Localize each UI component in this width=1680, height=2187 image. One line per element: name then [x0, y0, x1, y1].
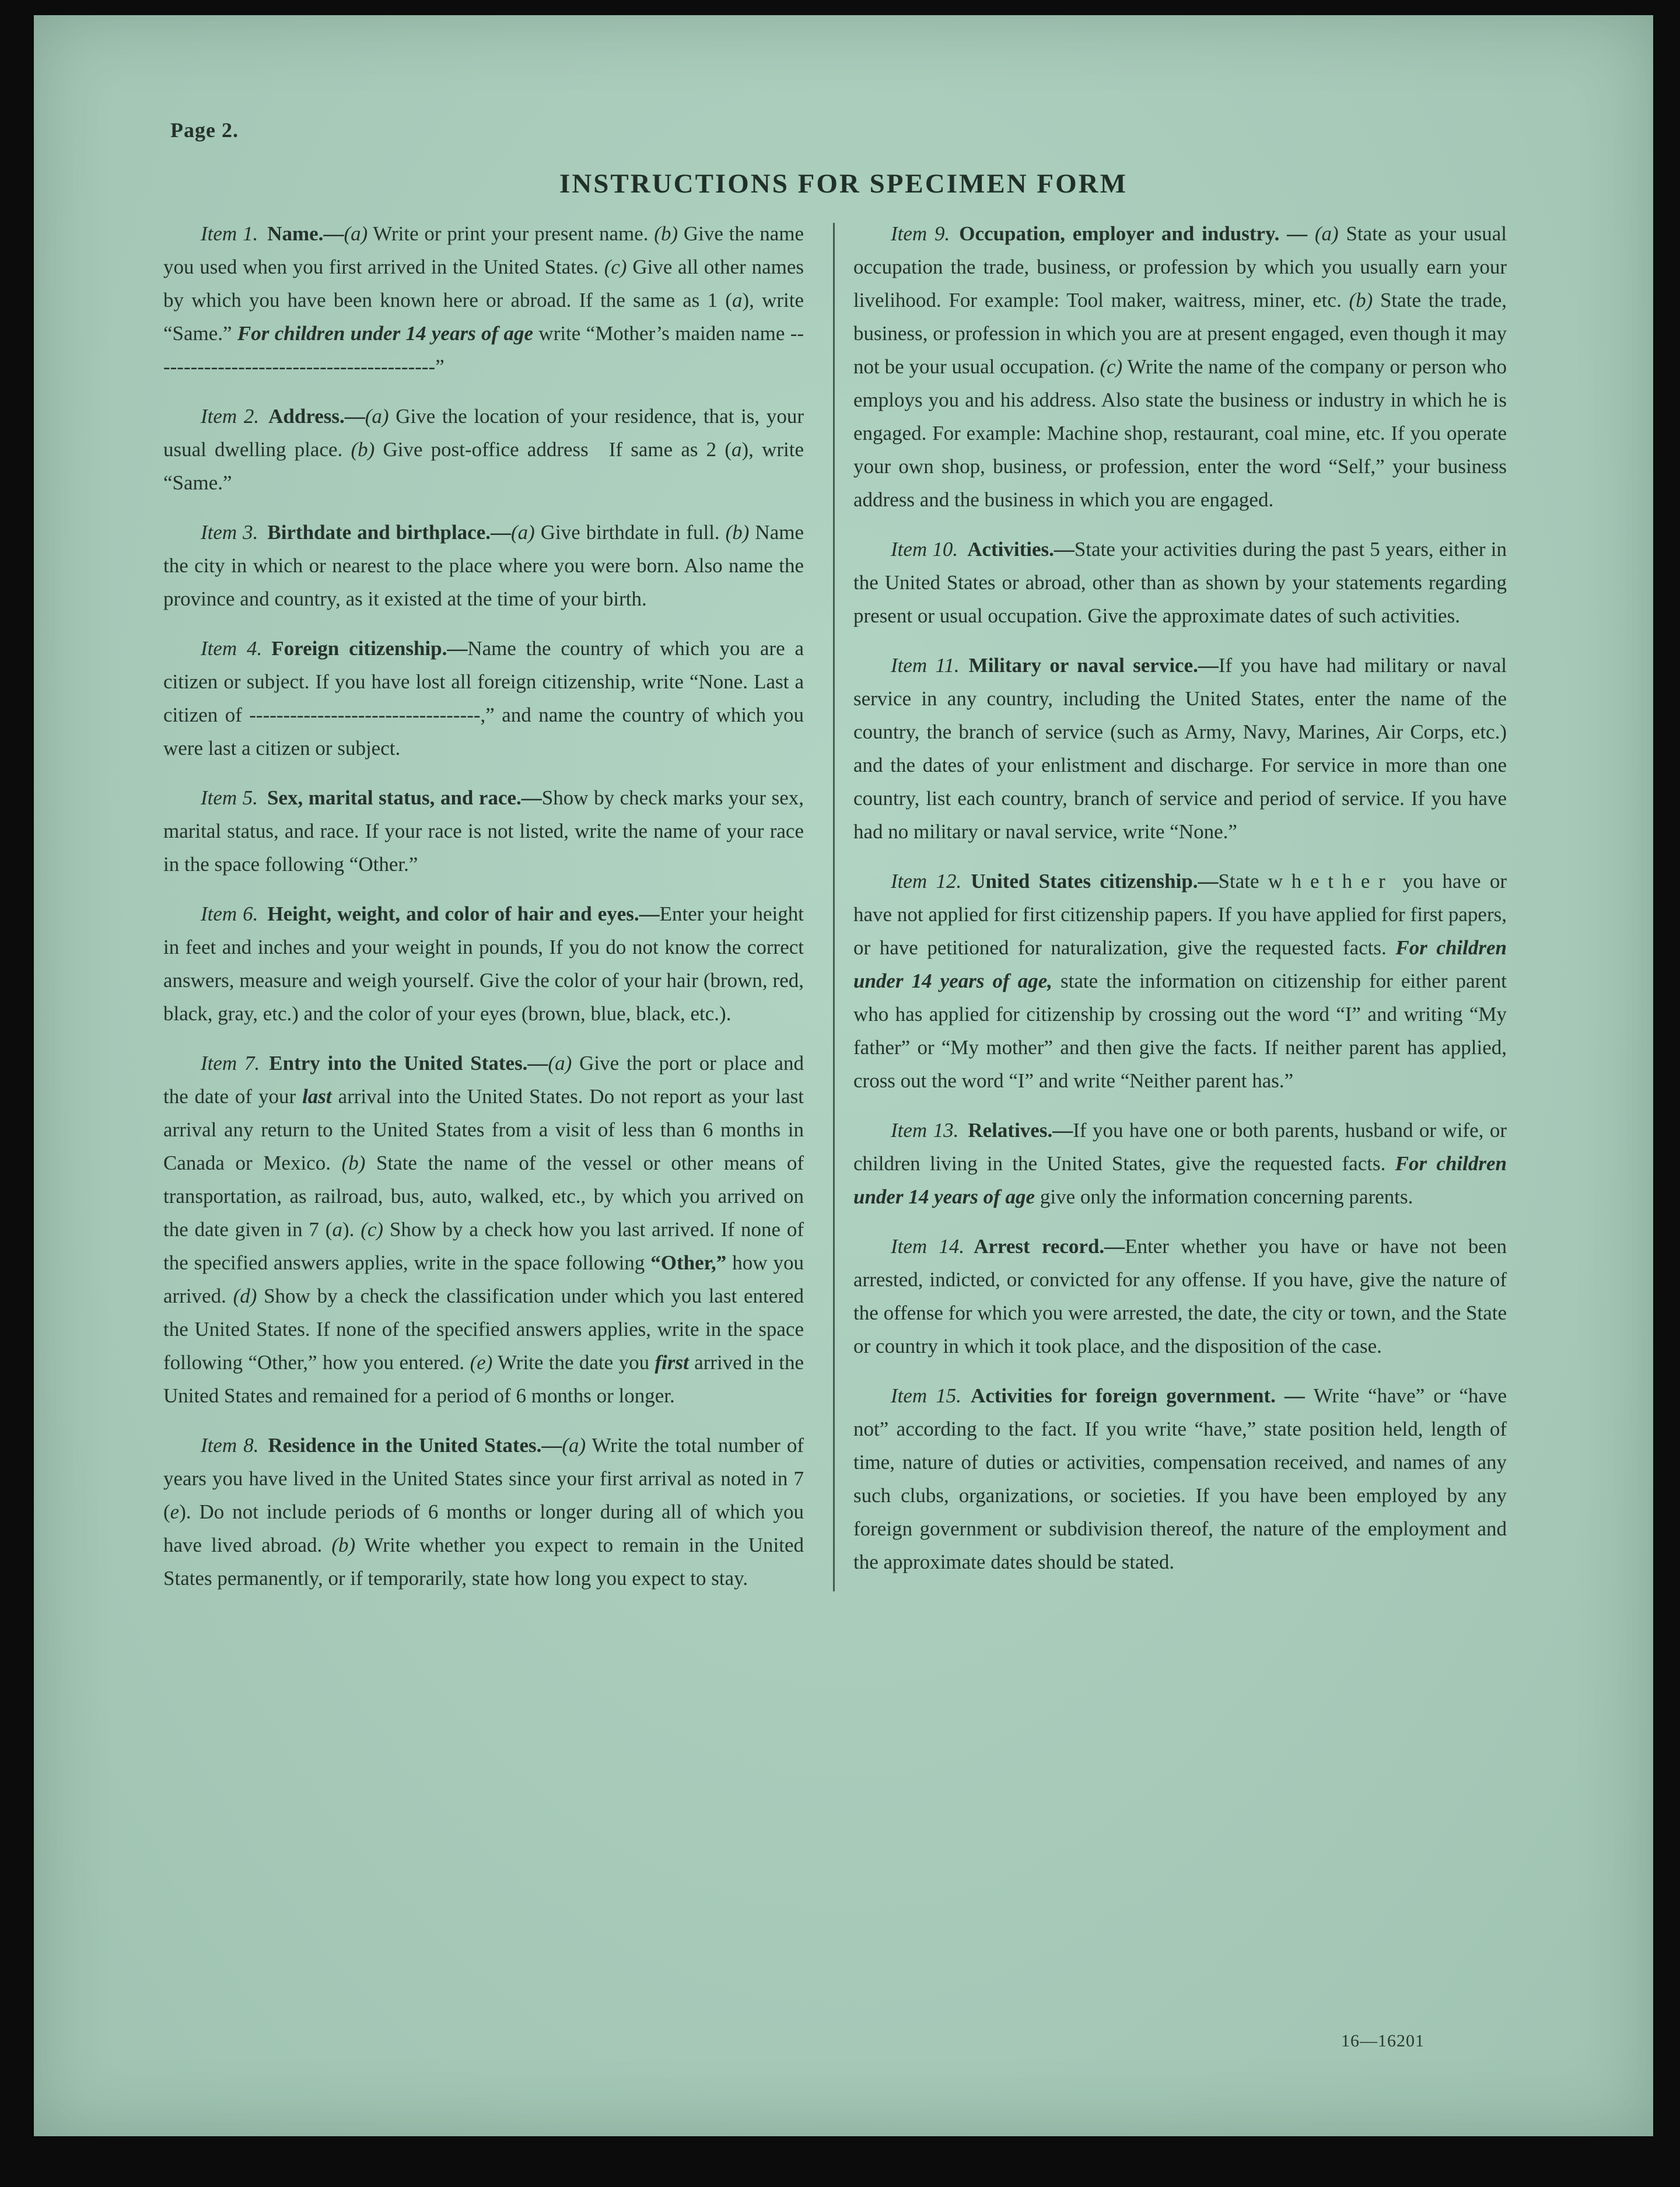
item-text-run: (a): [1314, 222, 1339, 245]
instruction-item: [163, 1429, 804, 1595]
item-heading: Entry into the United States.—: [269, 1052, 548, 1075]
item-text-run: Give all other names by which you have been known here or abroad. If the same as 1 (: [163, 256, 804, 312]
item-text-run: a: [332, 1218, 342, 1241]
item-text-run: Show by a check the classification under which you last entered the United States. If none of the specified answers applies, write in the space following “Other,” how you entered.: [163, 1285, 804, 1374]
item-label: Item 9.: [891, 222, 950, 245]
item-text-run: give only the information concerning parents.: [1035, 1185, 1413, 1208]
item-label: Item 3.: [201, 521, 258, 544]
column-divider-rule: [833, 223, 835, 1591]
instruction-item: [163, 516, 804, 615]
item-text-run: (d): [233, 1285, 257, 1307]
item-text-run: ), write “Same.”: [163, 289, 804, 345]
item-text-run: you have or have not applied for first citizenship papers. If you have applied for first papers, or have petitioned for naturalization, give the requested facts.: [853, 870, 1507, 959]
item-heading: Address.—: [268, 405, 365, 428]
item-text-run: Name the city in which or nearest to the place where you were born. Also name the province and country, as it existed at the time of your birth.: [163, 521, 804, 610]
item-text-run: Write or print your present name.: [368, 222, 654, 245]
item-text-run: (b): [331, 1534, 356, 1556]
instruction-item: [853, 217, 1507, 516]
item-text-run: Enter whether you have or have not been arrested, indicted, or convicted for any offense. If you have, give the nature of the offense for which you were arrested, the date, the city or town, and the State or country in which it took place, and the disposition of the case.: [853, 1235, 1507, 1357]
item-label: Item 8.: [201, 1434, 259, 1457]
item-heading: Occupation, employer and industry. —: [959, 222, 1315, 245]
item-text-run: If you have had military or naval service in any country, including the United States, enter the name of the country, the branch of service (such as Army, Navy, Marines, Air Corps, etc.) and the dates of your enlistment and discharge. For service in more than one country, list each country, branch of service and period of service. If you have had no military or naval service, write “None.”: [853, 654, 1507, 843]
page-number-label: Page 2.: [170, 118, 239, 142]
item-text-run: For children under 14 years of age: [237, 322, 534, 345]
item-heading: Relatives.—: [968, 1119, 1073, 1142]
item-label: Item 5.: [201, 786, 258, 809]
instruction-item: [853, 1230, 1507, 1363]
item-text-run: (b): [341, 1152, 366, 1174]
item-heading: Name.—: [267, 222, 344, 245]
item-text-run: write “Mother’s maiden name ------------------------------------------”: [163, 322, 804, 378]
item-text-run: If you have one or both parents, husband or wife, or children living in the United States, give the requested facts.: [853, 1119, 1507, 1175]
item-heading: Sex, marital status, and race.—: [267, 786, 542, 809]
item-label: Item 14.: [891, 1235, 965, 1258]
instruction-item: [163, 1047, 804, 1412]
item-text-run: (a): [344, 222, 368, 245]
item-text-run: Give the location of your residence, that is, your usual dwelling place.: [163, 405, 804, 461]
item-text-run: how you arrived.: [163, 1251, 804, 1307]
item-text-run: “Other,”: [650, 1251, 727, 1274]
item-text-run: a: [732, 289, 743, 312]
two-column-layout: [163, 217, 1508, 1595]
item-text-run: whether: [1268, 870, 1394, 893]
item-text-run: Write whether you expect to remain in the United States permanently, or if temporarily, state how long you expect to stay.: [163, 1534, 804, 1590]
item-heading: Residence in the United States.—: [268, 1434, 562, 1457]
item-text-run: arrived in the United States and remained for a period of 6 months or longer.: [163, 1351, 804, 1407]
item-text-run: last: [302, 1085, 332, 1108]
item-text-run: ).: [342, 1218, 361, 1241]
item-text-run: Name the country of which you are a citizen or subject. If you have lost all foreign citizenship, write “None. Last a citizen of ----------------------------------,” and name the country of which you were last a citizen or subject.: [163, 637, 804, 760]
item-text-run: Give the port or place and the date of your: [163, 1052, 804, 1108]
item-text-run: State your activities during the past 5 years, either in the United States or abroad, other than as shown by your statements regarding present or usual occupation. Give the approximate dates of such activities.: [853, 538, 1507, 627]
item-heading: Foreign citizenship.—: [271, 637, 468, 660]
item-text-run: (c): [360, 1218, 384, 1241]
item-label: Item 4.: [201, 637, 262, 660]
item-text-run: (c): [1100, 355, 1123, 378]
item-text-run: Write “have” or “have not” according to the fact. If you write “have,” state position held, length of time, nature of duties or activities, compensation received, and names of any such clubs, organizations, or societies. If you have been employed by any foreign government or subdivision thereof, the nature of the employment and the approximate dates should be stated.: [853, 1384, 1507, 1573]
item-text-run: For children under 14 years of age: [853, 1152, 1507, 1208]
item-label: Item 6.: [201, 902, 258, 925]
item-text-run: Write the name of the company or person who employs you and his address. Also state the business or industry in which he is engaged. For example: Machine shop, restaurant, coal mine, etc. If you operate your own shop, business, or profession, enter the word “Self,” your business address and the business in which you are engaged.: [853, 355, 1507, 511]
instruction-item: [163, 897, 804, 1030]
item-text-run: Show by a check how you last arrived. If none of the specified answers applies, write in the space following: [163, 1218, 804, 1274]
item-heading: Birthdate and birthplace.—: [267, 521, 511, 544]
item-label: Item 12.: [891, 870, 962, 893]
item-text-run: a: [732, 438, 742, 461]
item-text-run: e: [170, 1500, 180, 1523]
item-text-run: State the name of the vessel or other means of transportation, as railroad, bus, auto, walked, etc., by which you arrived on the date given in 7 (: [163, 1152, 804, 1241]
item-text-run: (a): [562, 1434, 586, 1457]
item-text-run: State: [1218, 870, 1268, 893]
item-text-run: Enter your height in feet and inches and your weight in pounds, If you do not know the correct answers, measure and weigh yourself. Give the color of your hair (brown, red, black, gray, etc.) and the color of your eyes (brown, blue, black, etc.).: [163, 902, 804, 1025]
item-heading: Arrest record.—: [974, 1235, 1125, 1258]
item-label: Item 2.: [201, 405, 260, 428]
instruction-item: [853, 649, 1507, 848]
item-text-run: (b): [725, 521, 750, 544]
item-text-run: (e): [470, 1351, 493, 1374]
document-page: [34, 15, 1653, 2136]
instruction-item: [853, 1114, 1507, 1213]
form-number-code: 16—16201: [1341, 2031, 1424, 2050]
item-text-run: first: [654, 1351, 689, 1374]
column-right: [853, 217, 1507, 1595]
item-heading: Activities.—: [967, 538, 1074, 561]
item-text-run: Show by check marks your sex, marital status, and race. If your race is not listed, write the name of your race in the space following “Other.”: [163, 786, 804, 876]
item-text-run: (b): [654, 222, 678, 245]
instruction-item: [163, 400, 804, 499]
item-text-run: arrival into the United States. Do not report as your last arrival any return to the United States from a visit of less than 6 months in Canada or Mexico.: [163, 1085, 804, 1174]
item-label: Item 7.: [201, 1052, 260, 1075]
item-label: Item 1.: [201, 222, 258, 245]
item-text-run: Write the total number of years you have lived in the United States since your first arrival as noted in 7 (: [163, 1434, 804, 1523]
item-text-run: state the information on citizenship for either parent who has applied for citizenship by crossing out the word “I” and writing “My father” or “My mother” and then give the facts. If neither parent has applied, cross out the word “I” and write “Neither parent has.”: [853, 970, 1507, 1092]
item-text-run: State as your usual occupation the trade, business, or profession by which you usually earn your livelihood. For example: Tool maker, waitress, miner, etc.: [853, 222, 1507, 312]
instruction-item: [853, 533, 1507, 632]
item-text-run: For children under 14 years of age,: [853, 936, 1507, 992]
item-label: Item 15.: [891, 1384, 961, 1407]
item-text-run: (c): [604, 256, 627, 278]
instruction-item: [163, 632, 804, 765]
item-text-run: (b): [1349, 289, 1373, 312]
item-text-run: Give birthdate in full.: [534, 521, 726, 544]
item-text-run: State the trade, business, or profession in which you are at present engaged, even though it may not be your usual occupation.: [853, 289, 1507, 378]
item-text-run: Give post-office address If same as 2 (: [374, 438, 732, 461]
item-text-run: (a): [365, 405, 389, 428]
item-text-run: ), write “Same.”: [163, 438, 804, 494]
item-label: Item 13.: [891, 1119, 959, 1142]
instruction-item: [163, 217, 804, 383]
item-text-run: ). Do not include periods of 6 months or longer during all of which you have lived abroad.: [163, 1500, 804, 1556]
instruction-item: [163, 781, 804, 881]
instruction-item: [853, 865, 1507, 1097]
item-heading: United States citizenship.—: [971, 870, 1219, 893]
column-left: [163, 217, 804, 1595]
item-heading: Activities for foreign government. —: [970, 1384, 1314, 1407]
item-text-run: Give the name you used when you first arrived in the United States.: [163, 222, 804, 278]
item-text-run: (a): [548, 1052, 572, 1075]
instruction-item: [853, 1379, 1507, 1579]
document-title: INSTRUCTIONS FOR SPECIMEN FORM: [559, 169, 1128, 199]
item-heading: Military or naval service.—: [968, 654, 1219, 677]
item-text-run: Write the date you: [492, 1351, 655, 1374]
item-text-run: (a): [511, 521, 535, 544]
item-label: Item 11.: [891, 654, 960, 677]
item-label: Item 10.: [891, 538, 958, 561]
item-text-run: (b): [351, 438, 375, 461]
item-heading: Height, weight, and color of hair and eyes.—: [267, 902, 660, 925]
